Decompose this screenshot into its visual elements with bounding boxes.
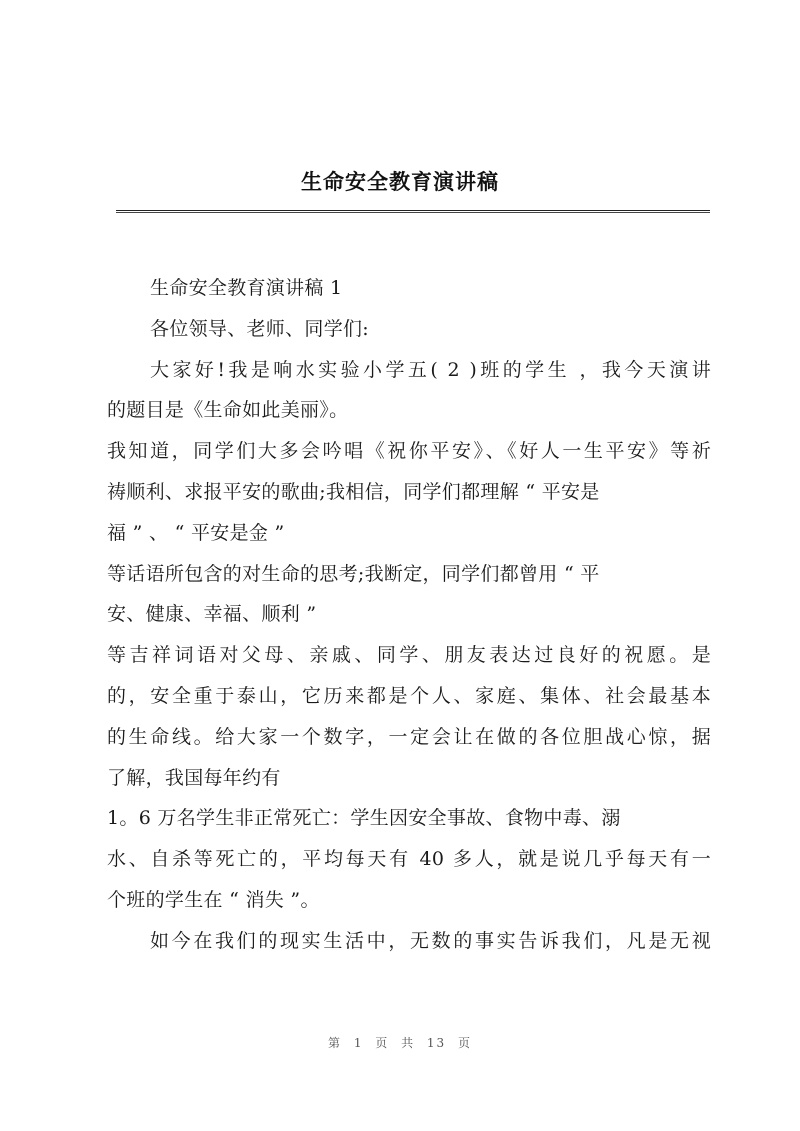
paragraph-line: 等吉祥词语对父母、亲戚、同学、朋友表达过良好的祝愿。是 [107,644,711,667]
paragraph-line: 安、健康、幸福、顺利 ” [107,603,317,626]
paragraph-line: 福 ” 、 “ 平安是金 ” [107,521,285,544]
paragraph-line: 的，安全重于泰山，它历来都是个人、家庭、集体、社会最基本 [107,684,711,707]
page-footer: 第 1 页 共 13 页 [328,1036,472,1050]
paragraph-line: 各位领导、老师、同学们: [150,317,370,340]
paragraph-line: 生命安全教育演讲稿 1 [150,277,343,299]
paragraph-line: 大家好!我是响水实验小学五( 2 )班的学生 ，我今天演讲 [150,358,711,381]
paragraph-line: 如今在我们的现实生活中，无数的事实告诉我们，凡是无视 [150,929,711,952]
paragraph-line: 了解，我国每年约有 [107,766,281,789]
paragraph-line: 的题目是《生命如此美丽》。 [107,399,349,422]
paragraph-line: 我知道，同学们大多会吟唱《祝你平安》、《好人一生平安》等祈 [107,440,711,463]
document-title: 生命安全教育演讲稿 [301,170,499,194]
paragraph-line: 祷顺利、求报平安的歌曲;我相信，同学们都理解 “ 平安是 [107,480,600,503]
paragraph-line: 1。6 万名学生非正常死亡：学生因安全事故、食物中毒、溺 [107,807,621,830]
paragraph-line: 等话语所包含的对生命的思考;我断定，同学们都曾用 “ 平 [107,562,600,585]
title-divider [116,210,710,213]
paragraph-line: 的生命线。给大家一个数字，一定会让在做的各位胆战心惊，据 [107,725,711,748]
paragraph-line: 个班的学生在 “ 消失 ”。 [107,888,320,911]
document-body [107,268,711,962]
paragraph-line: 水、自杀等死亡的，平均每天有 40 多人，就是说几乎每天有一 [107,848,711,871]
